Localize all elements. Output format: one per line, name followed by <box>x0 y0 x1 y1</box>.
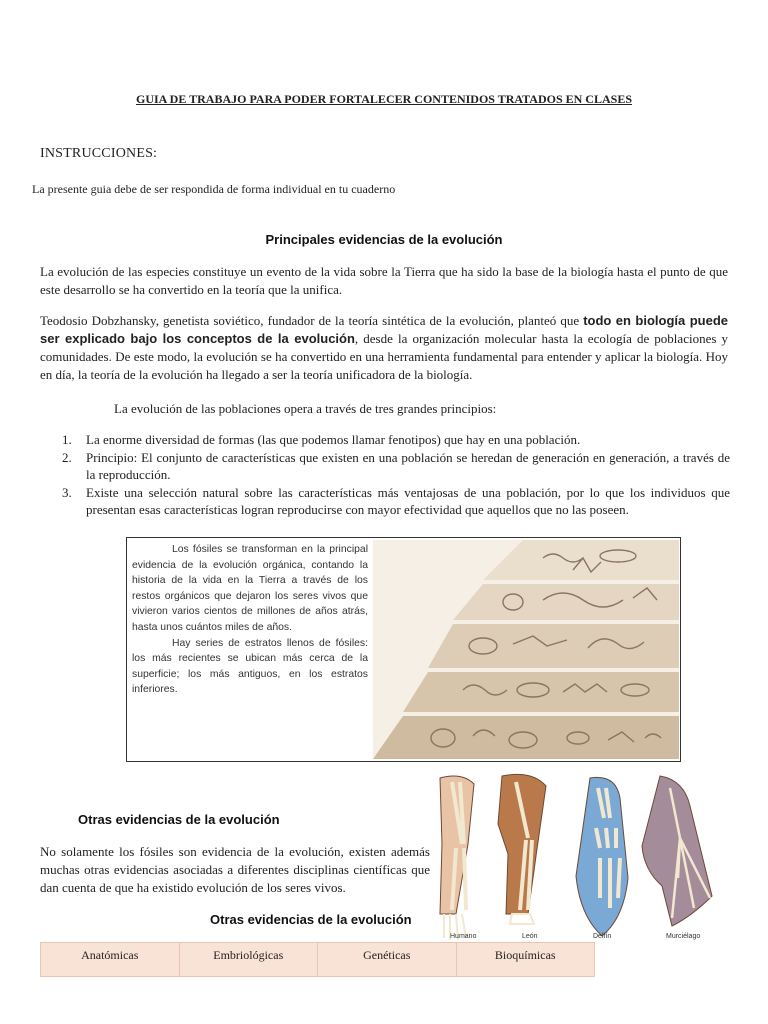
other-evidence-heading: Otras evidencias de la evolución <box>78 812 280 827</box>
table-cell: Bioquímicas <box>456 943 595 977</box>
homologous-limbs-illustration <box>430 768 730 948</box>
table-row <box>41 943 595 977</box>
paragraph-text: , desde la organización molecular hasta la ecología de poblaciones y comunidades. De este modo, la evolución se ha convertido en una herramienta fundamental para entender y aplicar la biología. Hoy en día, la teoría de la evolución ha llegado a ser la teoría unificadora de la biología. <box>40 331 728 382</box>
dolphin-flipper <box>576 777 628 936</box>
evidence-table <box>40 942 595 977</box>
list-item <box>40 449 730 483</box>
lion-leg <box>498 774 546 924</box>
bat-wing <box>642 776 712 926</box>
instructions-text: La presente guia debe de ser respondida de forma individual en tu cuaderno <box>32 182 396 196</box>
fossil-text <box>132 542 368 698</box>
limb-label: Murciélago <box>666 933 701 940</box>
paragraph-text: Teodosio Dobzhansky, genetista soviético, fundador de la teoría sintética de la evolución, planteó que <box>40 313 584 328</box>
list-number: 3. <box>62 485 72 500</box>
highlighted-quote: todo en biología puede ser explicado bajo los conceptos de la evolución <box>40 313 728 346</box>
principles-list <box>40 431 730 519</box>
table-cell: Embriológicas <box>179 943 318 977</box>
limb-label: León <box>522 933 538 940</box>
section-heading: Principales evidencias de la evolución <box>265 232 503 247</box>
list-item <box>40 484 730 518</box>
list-item <box>40 431 730 448</box>
paragraph-dobzhansky <box>40 312 728 384</box>
instructions-heading: INSTRUCCIONES: <box>40 146 158 161</box>
table-cell: Anatómicas <box>41 943 180 977</box>
other-evidence-paragraph: No solamente los fósiles son evidencia de la evolución, existen además muchas otras evidencias asociadas a diferentes disciplinas científicas que dan cuenta de que ha existido evolución de los seres vivos. <box>40 844 430 895</box>
document-title: GUIA DE TRABAJO PARA PODER FORTALECER CONTENIDOS TRATADOS EN CLASES <box>136 92 632 106</box>
human-arm <box>440 776 477 940</box>
limb-label: Delfín <box>593 933 612 940</box>
fossil-paragraph: Los fósiles se transforman en la principal evidencia de la evolución orgánica, contando la historia de la vida en la Tierra a través de los restos orgánicos que dejaron los seres vivos que vivieron varios cientos de millones de años atrás, hasta unos cuántos miles de años. <box>132 544 368 633</box>
list-number: 1. <box>62 432 72 447</box>
fossil-figure <box>126 537 681 762</box>
fossil-paragraph: Hay series de estratos llenos de fósiles: los más recientes se ubican más cerca de la superficie; los más antiguos, en los estratos inferiores. <box>132 637 368 696</box>
list-text: Existe una selección natural sobre las características más ventajosas de una población, por lo que los individuos que presentan esas características logran reproducirse con mayor efectividad que aquellos que no las poseen. <box>86 485 730 517</box>
principles-intro: La evolución de las poblaciones opera a través de tres grandes principios: <box>114 401 497 416</box>
list-text: La enorme diversidad de formas (las que podemos llamar fenotipos) que hay en una población. <box>86 432 581 447</box>
table-cell: Genéticas <box>318 943 457 977</box>
limb-label: Humano <box>450 933 477 940</box>
paragraph-evolution-intro: La evolución de las especies constituye un evento de la vida sobre la Tierra que ha sido la base de la biología hasta el punto de que este desarrollo se ha convertido en la teoría que la unifica. <box>40 264 728 297</box>
table-heading: Otras evidencias de la evolución <box>210 912 412 927</box>
list-number: 2. <box>62 450 72 465</box>
list-text: Principio: El conjunto de características que existen en una población se heredan de generación en generación, a través de la reproducción. <box>86 450 730 482</box>
fossil-strata-illustration <box>373 540 679 759</box>
